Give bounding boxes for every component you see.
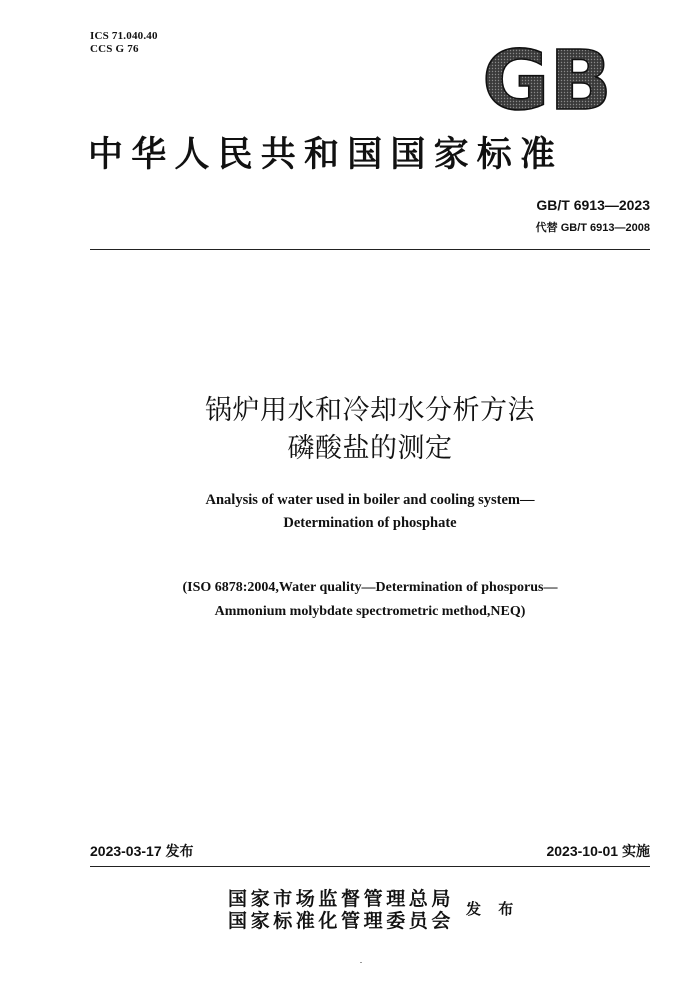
implementation-date: 2023-10-01 实施: [546, 843, 650, 859]
document-number: GB/T 6913—2023: [536, 197, 650, 213]
issuer-line1: 国家市场监督管理总局: [228, 888, 455, 910]
issuer-line2: 国家标准化管理委员会: [228, 910, 455, 932]
classification-codes: [90, 30, 158, 56]
title-cn-line2: 磷酸盐的测定: [287, 433, 453, 464]
footer-divider: [90, 866, 650, 867]
gb-logo-text: GB: [482, 43, 612, 118]
issue-date: 2023-03-17 发布: [90, 843, 194, 859]
scan-speck: [360, 962, 362, 963]
standard-type-heading: 中华人民共和国国家标准: [88, 134, 564, 175]
iso-reference-line1: (ISO 6878:2004,Water quality—Determination of phosporus—: [182, 580, 558, 595]
ics-code: ICS 71.040.40: [90, 30, 158, 42]
publish-label: 发 布: [466, 900, 520, 918]
title-en-line2: Determination of phosphate: [283, 515, 457, 531]
title-cn-line1: 锅炉用水和冷却水分析方法: [205, 395, 535, 426]
gb-logo: [482, 43, 612, 118]
ccs-code: CCS G 76: [90, 43, 139, 55]
replaces-note: 代替 GB/T 6913—2008: [535, 222, 650, 234]
iso-reference-line2: Ammonium molybdate spectrometric method,NEQ): [214, 604, 526, 619]
header-divider: [90, 249, 650, 250]
title-en-line1: Analysis of water used in boiler and cooling system—: [205, 492, 535, 508]
